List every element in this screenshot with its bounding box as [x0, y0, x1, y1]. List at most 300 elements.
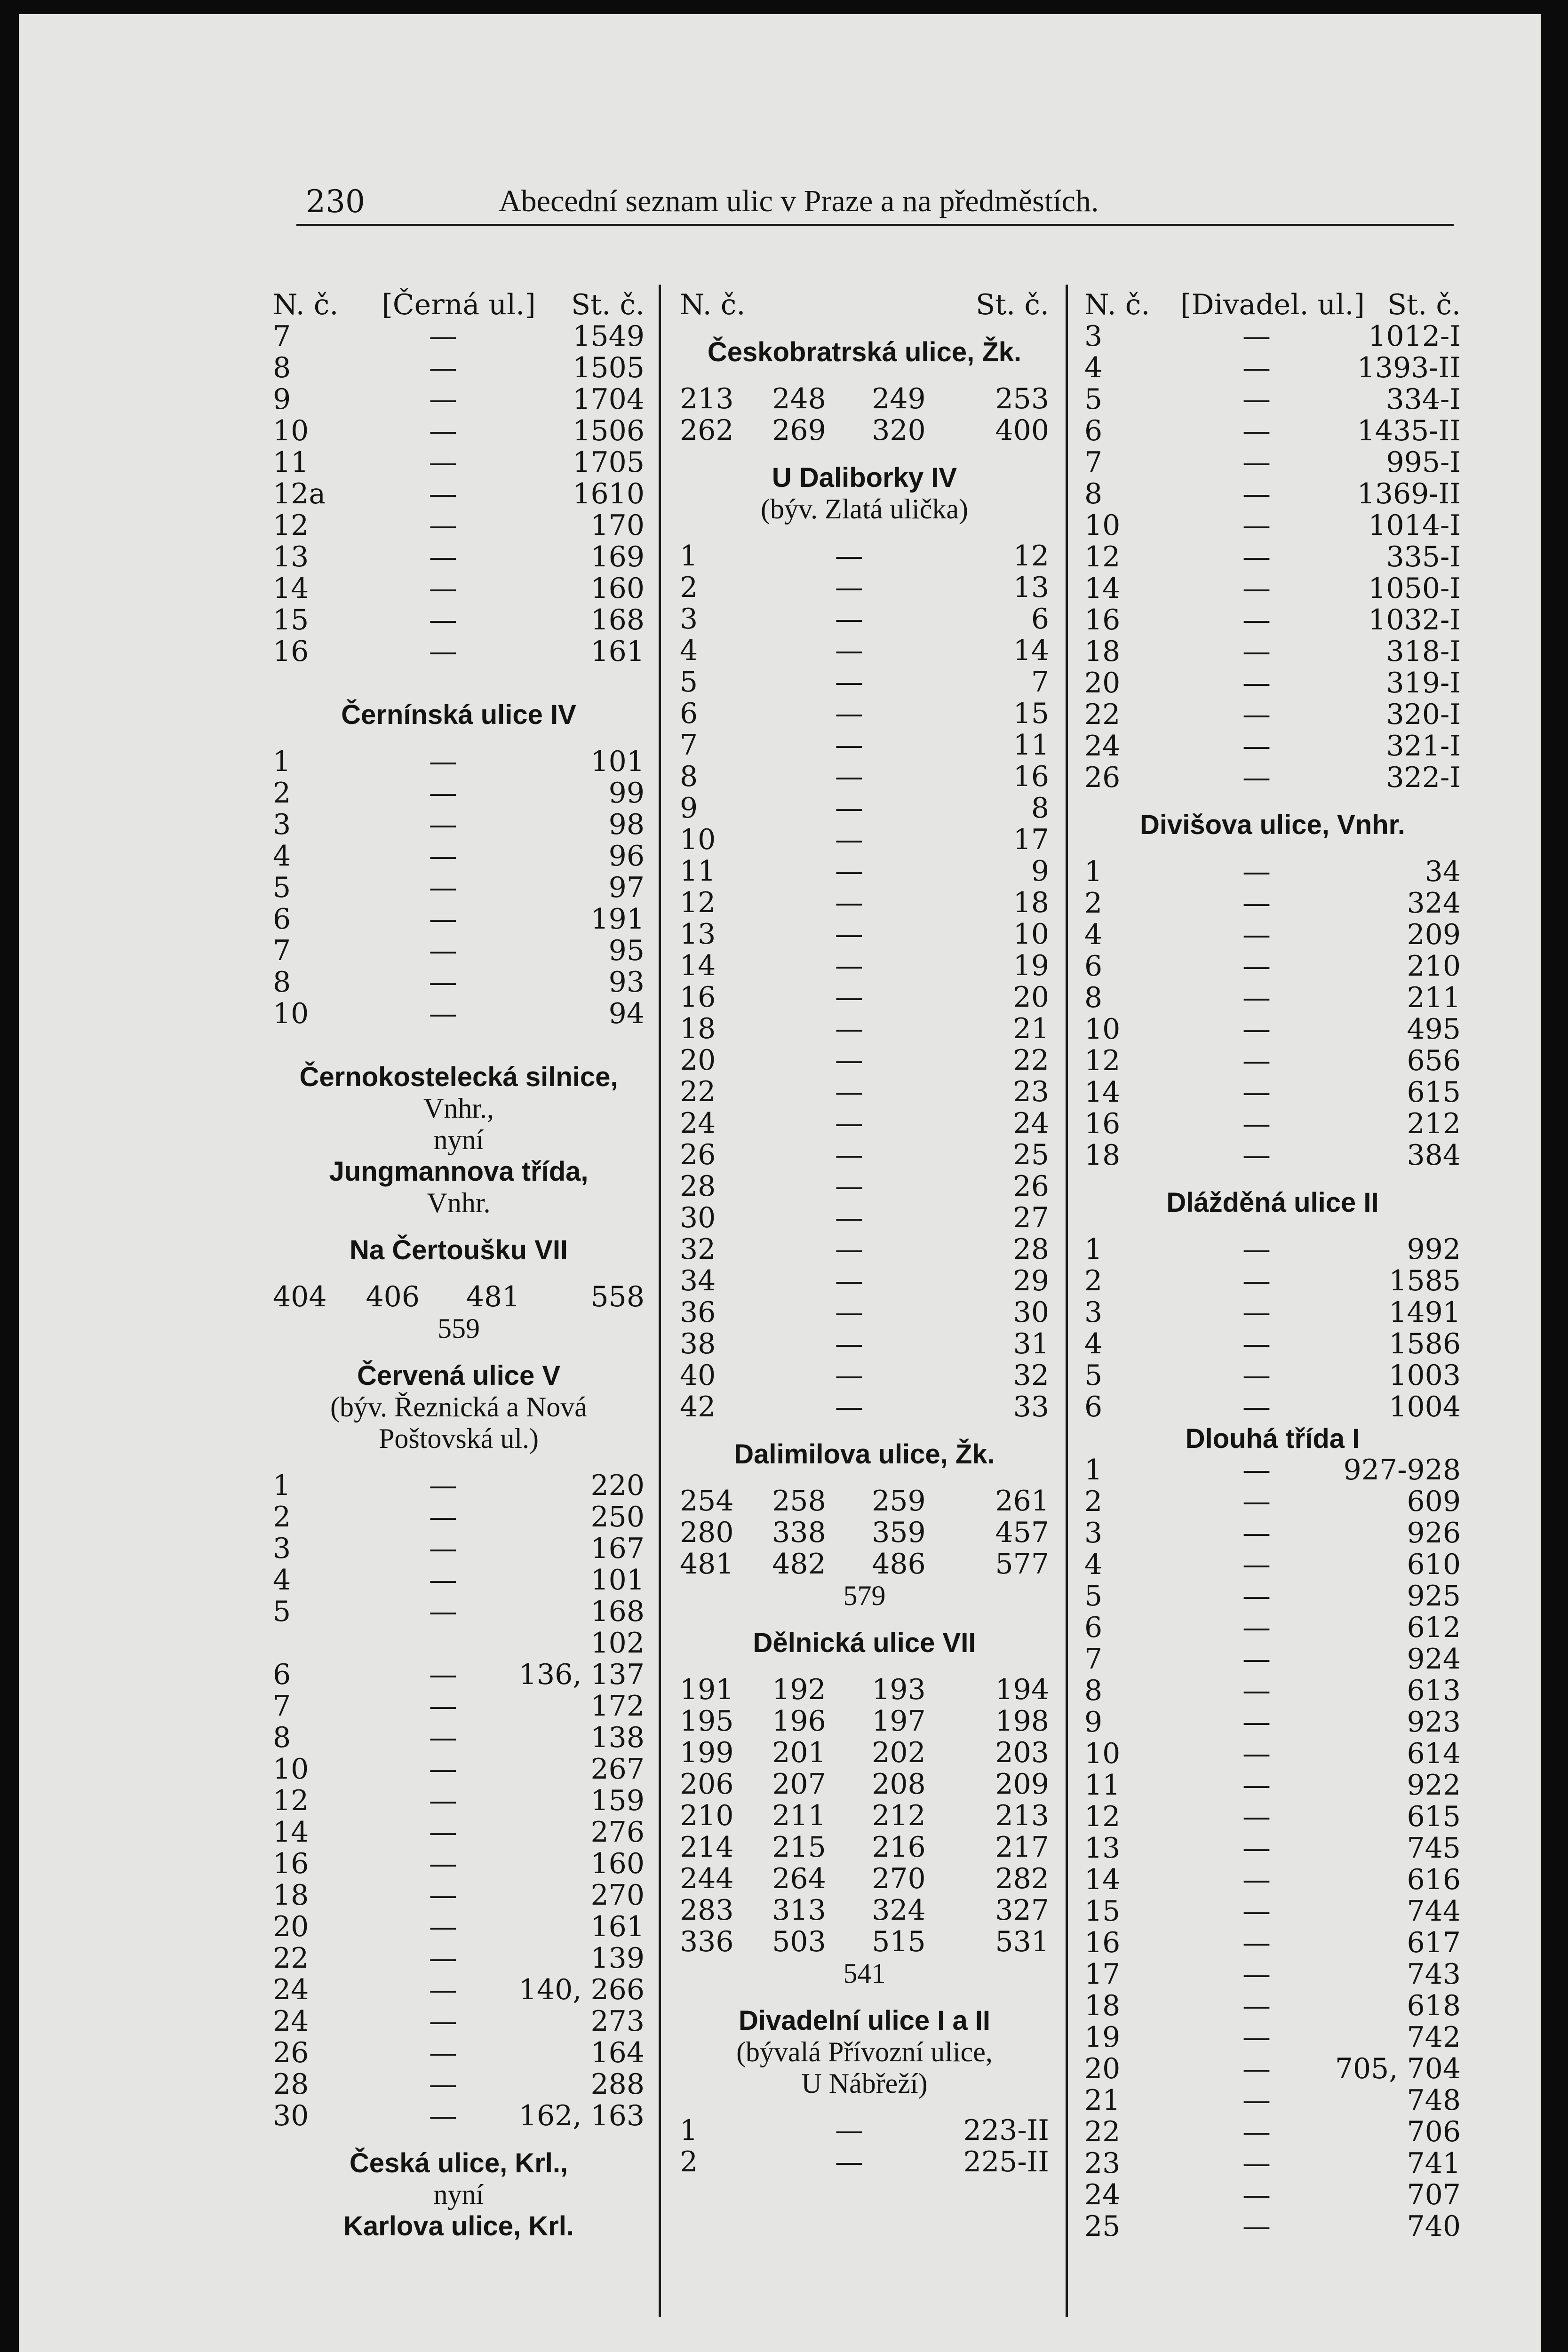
table-row	[680, 982, 1049, 1013]
conscription-number: 261	[995, 1485, 1049, 1518]
house-number: 20	[680, 1044, 716, 1077]
conscription-number: 25	[1013, 1138, 1049, 1171]
spacer	[680, 1423, 1049, 1438]
spacer	[273, 1454, 645, 1470]
dash: —	[429, 1564, 457, 1597]
street-name: Černokostelecká silnice,	[299, 1062, 618, 1092]
house-number: 24	[273, 1973, 309, 2006]
table-row	[1084, 1108, 1461, 1140]
dash: —	[835, 1044, 863, 1077]
house-number: 7	[273, 320, 291, 353]
number-row	[680, 1800, 1049, 1832]
house-number: 42	[680, 1391, 716, 1423]
table-row	[680, 698, 1049, 730]
house-number: 19	[1084, 2021, 1121, 2054]
table-row	[1084, 1959, 1461, 1990]
conscription-number: 531	[995, 1925, 1049, 1958]
street-name: Jungmannova třída,	[329, 1156, 589, 1187]
house-number: 24	[273, 2005, 309, 2038]
street-note	[273, 1187, 645, 1219]
table-row	[273, 321, 645, 352]
house-number: 20	[1084, 667, 1121, 699]
conscription-number: 8	[1031, 792, 1049, 825]
table-row	[1084, 1644, 1461, 1675]
conscription-number: 207	[772, 1768, 826, 1801]
house-number: 13	[680, 918, 716, 951]
dash: —	[835, 571, 863, 604]
table-row	[680, 604, 1049, 635]
dash: —	[1242, 1674, 1271, 1707]
dash: —	[429, 1469, 457, 1502]
house-number: 16	[680, 981, 716, 1014]
street-name: Černínská ulice IV	[341, 699, 576, 730]
conscription-number: 161	[590, 635, 645, 668]
number-row	[680, 1674, 1049, 1706]
conscription-number: 98	[608, 808, 645, 841]
conscription-number: 922	[1407, 1769, 1461, 1802]
conscription-number: 267	[590, 1753, 645, 1786]
table-row	[273, 636, 645, 667]
conscription-number: 202	[872, 1736, 926, 1769]
spacer	[680, 1659, 1049, 1674]
dash: —	[835, 855, 863, 888]
street-name: Dalimilova ulice, Žk.	[734, 1439, 995, 1470]
conscription-number: 558	[590, 1280, 645, 1313]
house-number: 4	[1084, 351, 1103, 384]
dash: —	[1242, 698, 1271, 731]
house-number: 26	[1084, 761, 1121, 794]
dash: —	[835, 540, 863, 572]
conscription-number: 276	[590, 1816, 645, 1849]
street-note	[680, 1580, 1049, 1612]
house-number: 13	[273, 540, 309, 573]
conscription-number: 1505	[573, 351, 645, 384]
table-row	[273, 604, 645, 636]
conscription-number: 334-I	[1386, 383, 1461, 416]
spacer	[680, 446, 1049, 462]
house-number: 14	[680, 949, 716, 982]
street-heading	[273, 1156, 645, 1187]
conscription-number: 217	[995, 1831, 1049, 1864]
dash: —	[835, 1264, 863, 1297]
house-number: 16	[273, 635, 309, 668]
house-number: 40	[680, 1359, 716, 1392]
conscription-number: 324	[1407, 887, 1461, 920]
table-row	[680, 950, 1049, 982]
house-number: 23	[1084, 2147, 1121, 2180]
dash: —	[1242, 1044, 1271, 1077]
conscription-number: 745	[1407, 1832, 1461, 1865]
dash: —	[1242, 540, 1271, 573]
conscription-number: 215	[772, 1831, 826, 1864]
table-row	[1084, 667, 1461, 699]
house-number: 9	[1084, 1706, 1103, 1739]
house-number: 20	[273, 1910, 309, 1943]
table-row	[1084, 1360, 1461, 1391]
street-name: Dělnická ulice VII	[753, 1628, 976, 1658]
note-text: U Nábřeží)	[801, 2068, 928, 2099]
dash: —	[429, 903, 457, 936]
number-row	[680, 1926, 1049, 1958]
table-row	[1084, 573, 1461, 604]
conscription-number: 94	[608, 997, 645, 1030]
table-row	[1084, 1612, 1461, 1644]
table-row	[1084, 2211, 1461, 2242]
house-number: 2	[1084, 887, 1103, 920]
table-row	[273, 1722, 645, 1754]
table-row	[1084, 1864, 1461, 1896]
table-row	[1084, 478, 1461, 510]
dash: —	[1242, 981, 1271, 1014]
conscription-number: 194	[995, 1673, 1049, 1706]
house-number: 3	[1084, 1517, 1103, 1549]
dash: —	[1242, 1107, 1271, 1140]
conscription-number: 925	[1407, 1580, 1461, 1613]
conscription-number: 1705	[573, 446, 645, 479]
dash: —	[835, 886, 863, 919]
dash: —	[1242, 635, 1271, 668]
dash: —	[1242, 2178, 1271, 2211]
street-name: Divadelní ulice I a II	[738, 2005, 991, 2036]
dash: —	[835, 1012, 863, 1045]
conscription-number: 18	[1013, 886, 1049, 919]
dash: —	[429, 1847, 457, 1880]
street-column-2	[680, 289, 1049, 2178]
dash: —	[1242, 1769, 1271, 1802]
conscription-number: 101	[590, 745, 645, 778]
conscription-number: 93	[608, 966, 645, 999]
table-row	[273, 1533, 645, 1565]
conscription-number: 614	[1407, 1737, 1461, 1770]
street-name: Dlážděná ulice II	[1166, 1187, 1379, 1218]
table-row	[680, 1171, 1049, 1202]
table-row	[273, 841, 645, 872]
dash: —	[1242, 1391, 1271, 1423]
house-number: 2	[680, 2145, 698, 2178]
house-number: 12	[1084, 540, 1121, 573]
running-header	[296, 183, 1454, 226]
dash: —	[429, 446, 457, 479]
spacer	[680, 321, 1049, 336]
conscription-number: 616	[1407, 1863, 1461, 1896]
conscription-number: 740	[1407, 2210, 1461, 2243]
spacer	[273, 667, 645, 699]
dash: —	[1242, 1359, 1271, 1392]
conscription-number: 264	[772, 1862, 826, 1895]
house-number: 16	[1084, 1926, 1121, 1959]
number-row	[680, 1863, 1049, 1895]
conscription-number: 313	[772, 1894, 826, 1927]
street-heading	[1084, 1423, 1461, 1454]
conscription-number: 21	[1013, 1012, 1049, 1045]
conscription-number: 1585	[1389, 1264, 1461, 1297]
house-number: 5	[1084, 383, 1103, 416]
house-number: 6	[1084, 1611, 1103, 1644]
street-note	[273, 1313, 645, 1344]
table-row	[273, 998, 645, 1030]
table-row	[1084, 352, 1461, 384]
dash: —	[1242, 2021, 1271, 2054]
conscription-number: 359	[872, 1516, 926, 1549]
street-name: Českobratrská ulice, Žk.	[707, 337, 1022, 367]
house-number: 10	[680, 823, 716, 856]
house-number: 12	[273, 509, 309, 542]
table-row	[273, 1659, 645, 1691]
house-number: 7	[1084, 1643, 1103, 1676]
house-number: 8	[273, 351, 291, 384]
conscription-number: 13	[1013, 571, 1049, 604]
conscription-number: 1393-II	[1357, 351, 1461, 384]
street-note	[273, 2179, 645, 2210]
conscription-number: 24	[1013, 1107, 1049, 1140]
table-row	[680, 856, 1049, 887]
column-headings	[1084, 289, 1461, 321]
spacer	[680, 1612, 1049, 1627]
page-title: Abecední seznam ulic v Praze a na předměstích.	[499, 184, 1099, 218]
house-number: 17	[1084, 1958, 1121, 1991]
dash: —	[429, 2036, 457, 2069]
dash: —	[429, 966, 457, 999]
conscription-number: 258	[772, 1485, 826, 1518]
table-row	[1084, 447, 1461, 478]
col-heading-old-number: St. č.	[571, 288, 645, 321]
table-row	[273, 1565, 645, 1596]
conscription-number: 282	[995, 1862, 1049, 1895]
dash: —	[1242, 1580, 1271, 1613]
conscription-number: 262	[680, 414, 734, 447]
column-headings	[273, 289, 645, 321]
house-number: 30	[273, 2099, 309, 2132]
street-name: Na Čertoušku VII	[349, 1235, 568, 1265]
house-number: 7	[273, 934, 291, 967]
house-number: 12	[680, 886, 716, 919]
number-row	[680, 1895, 1049, 1926]
conscription-number: 192	[772, 1673, 826, 1706]
spacer	[680, 2099, 1049, 2115]
house-number: 5	[273, 1595, 291, 1628]
table-row	[680, 1013, 1049, 1045]
dash: —	[429, 635, 457, 668]
table-row	[273, 1880, 645, 1911]
dash: —	[835, 1233, 863, 1266]
note-text: (býv. Řeznická a Nová	[330, 1391, 587, 1422]
conscription-number: 203	[995, 1736, 1049, 1769]
conscription-number: 481	[680, 1548, 734, 1581]
table-row	[1084, 856, 1461, 888]
dash: —	[1242, 1013, 1271, 1046]
house-number: 1	[1084, 1454, 1103, 1486]
table-row	[680, 1360, 1049, 1391]
dash: —	[835, 634, 863, 667]
conscription-number: 159	[590, 1784, 645, 1817]
house-number: 5	[680, 666, 698, 699]
house-number: 4	[680, 634, 698, 667]
header-rule	[296, 224, 1454, 226]
street-note	[680, 2068, 1049, 2099]
dash: —	[1242, 320, 1271, 353]
number-row	[680, 1769, 1049, 1800]
table-row	[1084, 1518, 1461, 1549]
conscription-number: 656	[1407, 1044, 1461, 1077]
street-name: Česká ulice, Krl.,	[349, 2148, 568, 2178]
house-number: 28	[680, 1170, 716, 1203]
house-number: 5	[1084, 1580, 1103, 1613]
conscription-number: 26	[1013, 1170, 1049, 1203]
house-number: 14	[1084, 1863, 1121, 1896]
table-row	[273, 967, 645, 998]
house-number: 5	[273, 871, 291, 904]
table-row	[1084, 636, 1461, 667]
house-number: 3	[1084, 1296, 1103, 1329]
conscription-number: 213	[680, 382, 734, 415]
dash: —	[429, 2005, 457, 2038]
house-number: 24	[1084, 730, 1121, 763]
dash: —	[1242, 1926, 1271, 1959]
conscription-number: 748	[1407, 2084, 1461, 2117]
house-number: 16	[1084, 604, 1121, 636]
street-heading	[680, 462, 1049, 493]
dash: —	[835, 729, 863, 762]
table-row	[680, 1328, 1049, 1360]
dash: —	[429, 840, 457, 873]
conscription-number: 168	[590, 1595, 645, 1628]
conscription-number: 269	[772, 414, 826, 447]
table-row	[1084, 1549, 1461, 1581]
house-number: 36	[680, 1296, 716, 1329]
dash: —	[1242, 1895, 1271, 1928]
conscription-number: 9	[1031, 855, 1049, 888]
conscription-number: 270	[590, 1879, 645, 1912]
dash: —	[835, 1359, 863, 1392]
conscription-number: 250	[590, 1501, 645, 1534]
conscription-number: 400	[995, 414, 1049, 447]
table-row	[680, 1297, 1049, 1328]
conscription-number: 99	[608, 777, 645, 810]
house-number: 10	[273, 997, 309, 1030]
table-row	[680, 1265, 1049, 1297]
dash: —	[1242, 667, 1271, 699]
dash: —	[1242, 1264, 1271, 1297]
conscription-number: 321-I	[1386, 730, 1461, 763]
conscription-number: 213	[995, 1799, 1049, 1832]
table-row	[1084, 415, 1461, 447]
table-row	[273, 1596, 645, 1628]
street-heading	[680, 1627, 1049, 1659]
col-heading-house-number: N. č.	[273, 288, 339, 321]
conscription-number: 7	[1031, 666, 1049, 699]
house-number: 10	[1084, 1013, 1121, 1046]
house-number: 5	[1084, 1359, 1103, 1392]
dash: —	[1242, 1611, 1271, 1644]
note-text: Vnhr.,	[423, 1093, 494, 1124]
note-text: Poštovská ul.)	[378, 1423, 539, 1454]
conscription-number: 191	[680, 1673, 734, 1706]
conscription-number: 223-II	[963, 2114, 1049, 2147]
conscription-number: 288	[590, 2068, 645, 2101]
conscription-number: 97	[608, 871, 645, 904]
table-row	[1084, 384, 1461, 415]
dash: —	[429, 934, 457, 967]
house-number: 22	[680, 1075, 716, 1108]
dash: —	[429, 1784, 457, 1817]
dash: —	[1242, 761, 1271, 794]
conscription-number: 744	[1407, 1895, 1461, 1928]
table-row	[1084, 1833, 1461, 1864]
dash: —	[429, 871, 457, 904]
dash: —	[1242, 383, 1271, 416]
house-number: 22	[273, 1942, 309, 1975]
house-number: 25	[1084, 2210, 1121, 2243]
note-text: nyní	[433, 2179, 484, 2210]
conscription-number: 212	[1407, 1107, 1461, 1140]
conscription-number: 992	[1407, 1233, 1461, 1266]
conscription-number: 210	[680, 1799, 734, 1832]
col-heading-street: [Černá ul.]	[382, 288, 536, 321]
dash: —	[429, 383, 457, 416]
table-row	[273, 478, 645, 510]
spacer	[273, 2132, 645, 2147]
table-row	[273, 352, 645, 384]
note-text: nyní	[433, 1124, 484, 1155]
conscription-number: 209	[995, 1768, 1049, 1801]
street-name: U Daliborky IV	[772, 462, 957, 493]
number-row	[680, 1549, 1049, 1580]
dash: —	[1242, 351, 1271, 384]
table-row	[680, 761, 1049, 793]
conscription-number: 12	[1013, 540, 1049, 572]
table-row	[1084, 2085, 1461, 2116]
table-row	[1084, 541, 1461, 573]
conscription-number: 253	[995, 382, 1049, 415]
street-heading	[273, 1061, 645, 1093]
dash: —	[1242, 1139, 1271, 1172]
table-row	[1084, 1265, 1461, 1297]
dash: —	[429, 777, 457, 810]
table-row	[1084, 1077, 1461, 1108]
dash: —	[429, 1942, 457, 1975]
dash: —	[1242, 1800, 1271, 1833]
street-note	[273, 1124, 645, 1156]
dash: —	[429, 1690, 457, 1723]
table-row	[273, 2100, 645, 2132]
table-row	[273, 1502, 645, 1533]
dash: —	[1242, 1643, 1271, 1676]
conscription-number: 34	[1425, 855, 1461, 888]
table-row	[1084, 1234, 1461, 1265]
street-note	[680, 1958, 1049, 1989]
house-number: 21	[1084, 2084, 1121, 2117]
dash: —	[835, 1296, 863, 1329]
table-row	[680, 667, 1049, 698]
house-number: 2	[273, 777, 291, 810]
number-row	[680, 1832, 1049, 1863]
conscription-number: 1586	[1389, 1327, 1461, 1360]
street-heading	[680, 336, 1049, 368]
conscription-number: 170	[590, 509, 645, 542]
table-row	[1084, 2179, 1461, 2211]
conscription-number: 96	[608, 840, 645, 873]
col-heading-house-number: N. č.	[680, 288, 746, 321]
conscription-number: 743	[1407, 1958, 1461, 1991]
conscription-number: 927-928	[1343, 1454, 1461, 1486]
house-number: 6	[273, 1658, 291, 1691]
dash: —	[1242, 855, 1271, 888]
col-heading-house-number: N. č.	[1084, 288, 1150, 321]
conscription-number: 1435-II	[1357, 414, 1461, 447]
table-row	[1084, 2148, 1461, 2179]
dash: —	[1242, 1548, 1271, 1581]
dash: —	[835, 760, 863, 793]
